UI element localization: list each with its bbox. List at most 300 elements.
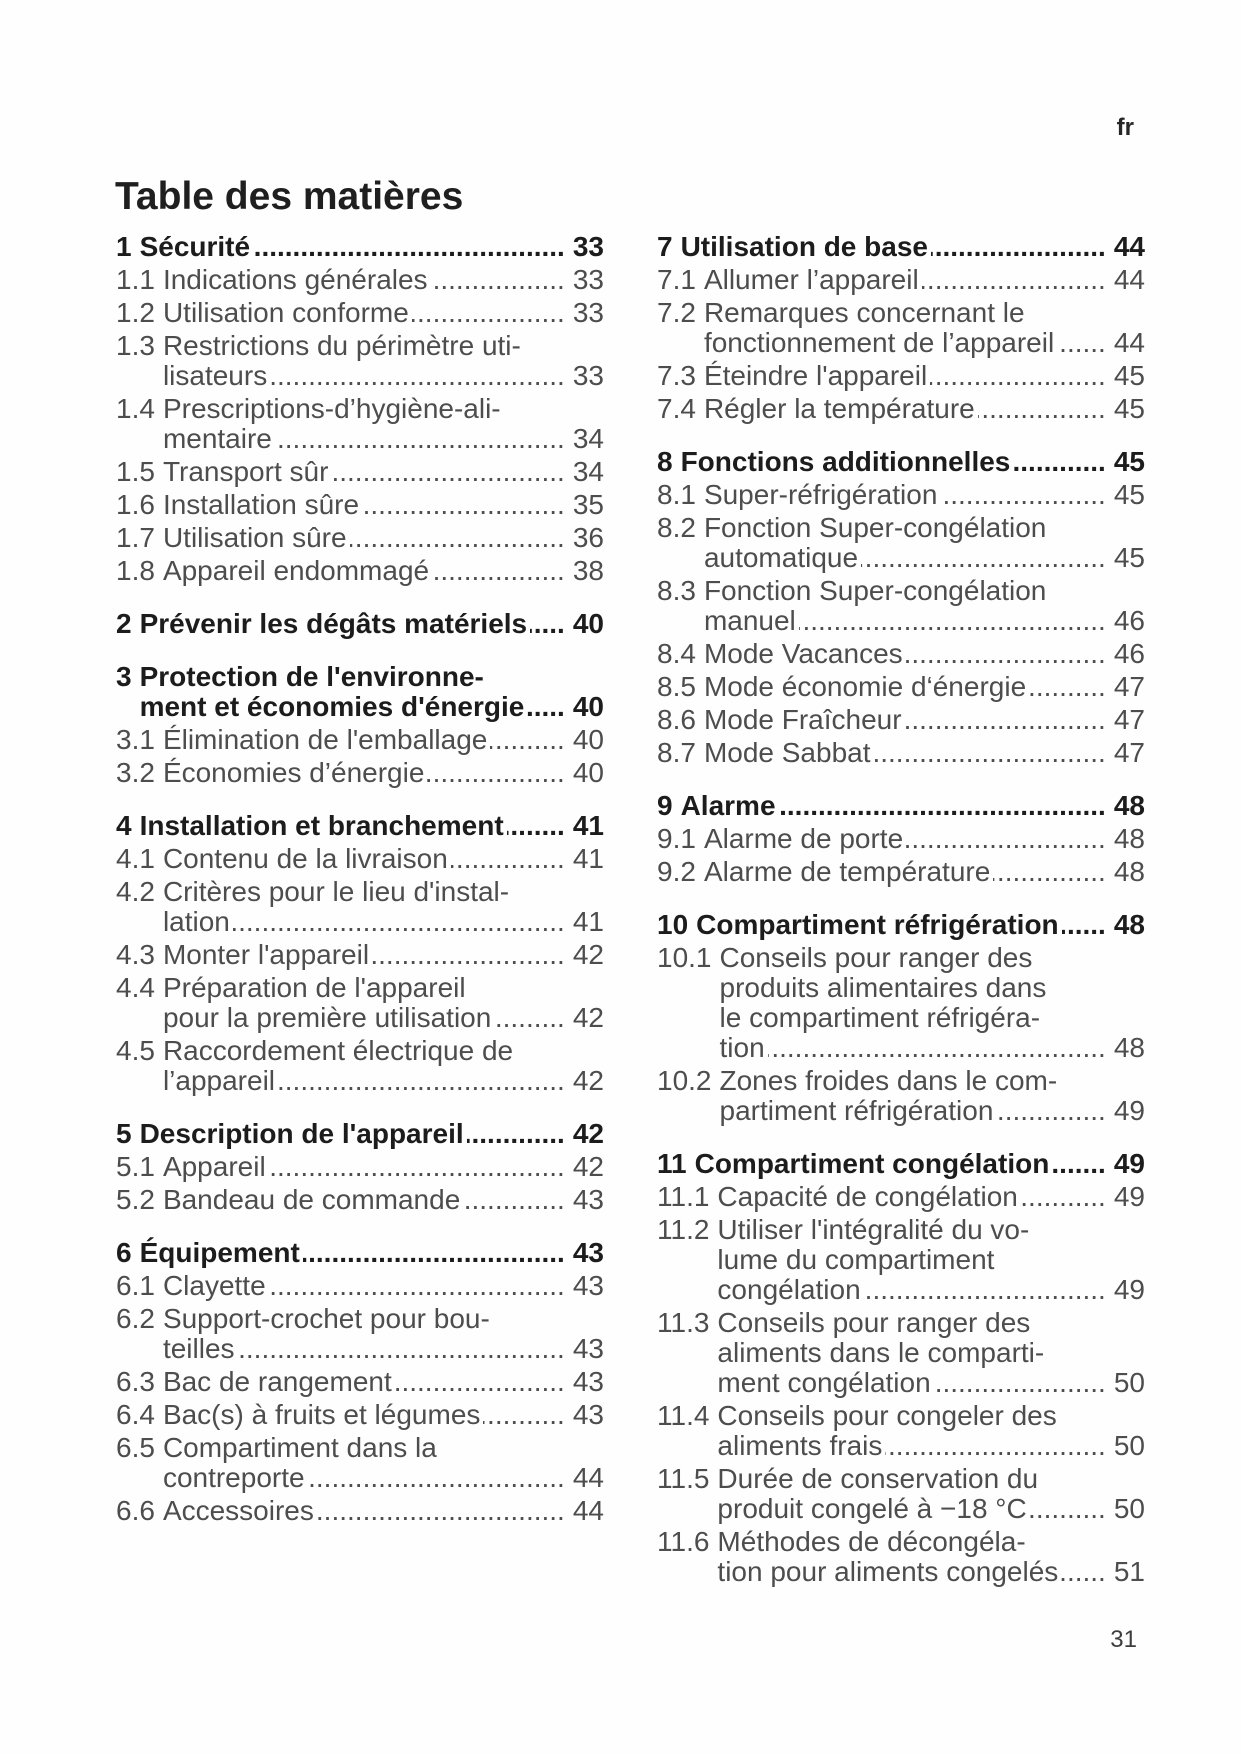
entry-text: [704, 857, 1145, 887]
entry-title: contreporte: [162, 1462, 305, 1493]
section-heading-text: [696, 910, 1145, 940]
page-reference: 48: [1113, 1032, 1145, 1063]
entry-line: [704, 857, 1145, 887]
entry-line: [140, 232, 604, 262]
entry-title: Capacité de congélation: [717, 1181, 1018, 1212]
page-reference: 41: [572, 906, 604, 937]
toc-entry: [116, 973, 604, 1033]
entry-number: 8.5: [657, 671, 696, 702]
toc-entry: [116, 394, 604, 454]
entry-line: [717, 1494, 1145, 1524]
page-reference: 44: [1113, 264, 1145, 295]
entry-line: [720, 1033, 1146, 1063]
entry-text: [717, 1215, 1145, 1305]
toc-section: [657, 1149, 1145, 1587]
entry-line: [163, 394, 604, 424]
toc-entry: [657, 1066, 1145, 1126]
toc-entry: [657, 1182, 1145, 1212]
section-number: 7: [657, 231, 673, 262]
page-reference: 43: [572, 1333, 604, 1364]
toc-entry: [657, 576, 1145, 636]
page-reference: 43: [572, 1184, 604, 1215]
entry-number: 1.2: [116, 297, 155, 328]
entry-line: [717, 1308, 1145, 1338]
toc-entry: [657, 672, 1145, 702]
entry-number: 4.5: [116, 1035, 155, 1066]
entry-line: [717, 1368, 1145, 1398]
dot-leader: [483, 1400, 564, 1430]
page-reference: 33: [572, 264, 604, 295]
entry-line: [720, 943, 1146, 973]
entry-line: [140, 609, 604, 639]
section-title: Protection de l'environne-: [139, 661, 484, 692]
section-title: Utilisation de base: [680, 231, 928, 262]
section-title: Alarme: [680, 790, 776, 821]
entry-line: [163, 298, 604, 328]
entry-number: 4.3: [116, 939, 155, 970]
dot-leader: [799, 606, 1106, 636]
toc-entry: [657, 361, 1145, 391]
entry-text: [704, 480, 1145, 510]
entry-title: aliments frais: [717, 1430, 883, 1461]
entry-title: Installation sûre: [162, 489, 360, 520]
page-reference: 45: [1113, 393, 1145, 424]
page-reference: 45: [1113, 479, 1145, 510]
entry-number: 11.3: [657, 1307, 710, 1338]
entry-line: [704, 824, 1145, 854]
section-heading: [116, 1119, 604, 1149]
dot-leader: [1057, 328, 1106, 358]
dot-leader: [467, 1119, 565, 1149]
entry-title: Durée de conservation du: [717, 1463, 1039, 1494]
toc-entry: [116, 265, 604, 295]
entry-text: [704, 639, 1145, 669]
toc-left-column: [116, 232, 604, 1526]
page-reference: 40: [572, 757, 604, 788]
page-reference: 33: [572, 360, 604, 391]
entry-text: [163, 331, 604, 391]
entry-line: [163, 1400, 604, 1430]
toc-section: [657, 791, 1145, 887]
entry-number: 1.5: [116, 456, 155, 487]
section-heading-text: [140, 1119, 604, 1149]
dot-leader: [1061, 1557, 1106, 1587]
dot-leader: [269, 1152, 565, 1182]
entry-text: [163, 1304, 604, 1364]
section-number: 5: [116, 1118, 132, 1149]
entry-title: le compartiment réfrigéra-: [719, 1002, 1041, 1033]
entry-number: 5.2: [116, 1184, 155, 1215]
entry-line: [704, 576, 1145, 606]
toc-entry: [657, 639, 1145, 669]
entry-text: [163, 298, 604, 328]
entry-line: [720, 1003, 1146, 1033]
section-heading: [657, 791, 1145, 821]
entry-text: [717, 1308, 1145, 1398]
entry-number: 6.3: [116, 1366, 155, 1397]
page-reference: 43: [572, 1237, 604, 1268]
entry-line: [163, 331, 604, 361]
entry-line: [717, 1182, 1145, 1212]
toc-entry: [657, 265, 1145, 295]
toc-entry: [657, 1215, 1145, 1305]
page-reference: 43: [572, 1270, 604, 1301]
entry-text: [163, 1152, 604, 1182]
dot-leader: [993, 857, 1106, 887]
dot-leader: [1021, 1182, 1106, 1212]
entry-title: tion pour aliments congelés: [717, 1556, 1059, 1587]
page-reference: 44: [572, 1462, 604, 1493]
entry-line: [704, 639, 1145, 669]
page-reference: 40: [572, 608, 604, 639]
entry-number: 4.2: [116, 876, 155, 907]
page-reference: 48: [1113, 823, 1145, 854]
toc-entry: [116, 844, 604, 874]
section-title: Prévenir les dégâts matériels: [139, 608, 528, 639]
page-reference: 49: [1113, 1148, 1145, 1179]
entry-number: 6.6: [116, 1495, 155, 1526]
entry-title: Préparation de l'appareil: [162, 972, 466, 1003]
section-heading: [116, 609, 604, 639]
dot-leader: [395, 1367, 565, 1397]
entry-line: [163, 424, 604, 454]
entry-line: [163, 877, 604, 907]
toc-entry: [657, 1401, 1145, 1461]
dot-leader: [530, 609, 565, 639]
entry-text: [163, 1185, 604, 1215]
entry-title: tion: [719, 1032, 765, 1063]
toc-section: [116, 811, 604, 1096]
entry-line: [704, 361, 1145, 391]
dot-leader: [494, 1003, 565, 1033]
dot-leader: [490, 725, 564, 755]
entry-line: [717, 1215, 1145, 1245]
entry-title: l’appareil: [162, 1065, 276, 1096]
page-title: Table des matières: [115, 175, 464, 218]
entry-title: Utiliser l'intégralité du vo-: [717, 1214, 1030, 1245]
entry-number: 1.4: [116, 393, 155, 424]
entry-number: 8.3: [657, 575, 696, 606]
toc-entry: [116, 457, 604, 487]
section-heading: [116, 232, 604, 262]
dot-leader: [317, 1496, 565, 1526]
entry-number: 1.7: [116, 522, 155, 553]
entry-text: [163, 457, 604, 487]
entry-line: [717, 1338, 1145, 1368]
entry-text: [704, 298, 1145, 358]
page-reference: 41: [572, 810, 604, 841]
entry-title: Conseils pour ranger des: [719, 942, 1033, 973]
entry-line: [695, 1149, 1145, 1179]
entry-title: Mode Fraîcheur: [703, 704, 902, 735]
toc-entry: [116, 877, 604, 937]
entry-text: [163, 1496, 604, 1526]
page-number: 31: [1110, 1626, 1137, 1653]
entry-line: [717, 1557, 1145, 1587]
entry-title: Prescriptions-d’hygiène-ali-: [162, 393, 501, 424]
section-number: 2: [116, 608, 132, 639]
entry-line: [163, 973, 604, 1003]
entry-text: [163, 844, 604, 874]
entry-text: [704, 824, 1145, 854]
page-reference: 40: [572, 691, 604, 722]
entry-line: [717, 1245, 1145, 1275]
entry-number: 3.2: [116, 757, 155, 788]
entry-number: 11.1: [657, 1181, 710, 1212]
entry-title: produits alimentaires dans: [719, 972, 1047, 1003]
section-title: ment et économies d'énergie: [139, 691, 525, 722]
entry-title: Indications générales: [162, 264, 428, 295]
toc-entry: [657, 1527, 1145, 1587]
toc-entry: [116, 1271, 604, 1301]
entry-title: mentaire: [162, 423, 272, 454]
dot-leader: [303, 1238, 565, 1268]
entry-line: [163, 1334, 604, 1364]
entry-line: [163, 265, 604, 295]
entry-title: produit congelé à −18 °C: [717, 1493, 1027, 1524]
dot-leader: [768, 1033, 1106, 1063]
page-reference: 49: [1113, 1274, 1145, 1305]
toc-section: [657, 447, 1145, 768]
entry-title: lume du compartiment: [717, 1244, 995, 1275]
entry-title: ment congélation: [717, 1367, 931, 1398]
page-reference: 45: [1113, 542, 1145, 573]
entry-number: 7.1: [657, 264, 696, 295]
entry-line: [163, 523, 604, 553]
dot-leader: [527, 692, 564, 722]
entry-line: [704, 480, 1145, 510]
section-heading-text: [140, 662, 604, 722]
page-reference: 42: [572, 1151, 604, 1182]
toc-entry: [116, 490, 604, 520]
entry-number: 9.1: [657, 823, 696, 854]
dot-leader: [233, 907, 565, 937]
toc-entry: [657, 943, 1145, 1063]
entry-title: Économies d’énergie: [162, 757, 425, 788]
entry-title: Remarques concernant le: [703, 297, 1025, 328]
section-number: 9: [657, 790, 673, 821]
toc-entry: [116, 758, 604, 788]
entry-number: 8.1: [657, 479, 696, 510]
page-reference: 48: [1113, 856, 1145, 887]
entry-line: [681, 791, 1145, 821]
entry-line: [163, 556, 604, 586]
section-heading-text: [140, 232, 604, 262]
entry-line: [163, 1003, 604, 1033]
toc-entry: [657, 705, 1145, 735]
entry-title: Éteindre l'appareil: [703, 360, 928, 391]
entry-line: [163, 361, 604, 391]
dot-leader: [463, 1185, 565, 1215]
entry-line: [163, 1066, 604, 1096]
section-heading: [657, 232, 1145, 262]
entry-number: 3.1: [116, 724, 155, 755]
entry-title: Alarme de porte: [703, 823, 904, 854]
dot-leader: [978, 394, 1106, 424]
section-heading: [116, 811, 604, 841]
dot-leader: [930, 361, 1106, 391]
page-reference: 42: [572, 1065, 604, 1096]
page-reference: 42: [572, 1118, 604, 1149]
entry-text: [163, 1271, 604, 1301]
entry-text: [163, 556, 604, 586]
page-reference: 44: [1113, 231, 1145, 262]
entry-title: Clayette: [162, 1270, 266, 1301]
entry-line: [140, 662, 604, 692]
section-heading: [116, 662, 604, 722]
section-heading-text: [681, 232, 1145, 262]
section-heading-text: [681, 447, 1145, 477]
entry-line: [696, 910, 1145, 940]
section-heading-text: [681, 791, 1145, 821]
entry-title: Support-crochet pour bou-: [162, 1303, 490, 1334]
entry-title: Régler la température: [703, 393, 975, 424]
entry-text: [163, 1400, 604, 1430]
entry-title: Monter l'appareil: [162, 939, 370, 970]
dot-leader: [996, 1096, 1105, 1126]
entry-line: [704, 606, 1145, 636]
page-reference: 38: [572, 555, 604, 586]
page-reference: 47: [1113, 704, 1145, 735]
dot-leader: [1062, 910, 1106, 940]
entry-number: 8.6: [657, 704, 696, 735]
toc-entry: [116, 1185, 604, 1215]
entry-text: [717, 1401, 1145, 1461]
entry-line: [717, 1431, 1145, 1461]
entry-title: Allumer l’appareil: [703, 264, 919, 295]
entry-title: Utilisation conforme: [162, 297, 409, 328]
toc-entry: [116, 298, 604, 328]
entry-title: Fonction Super-congélation: [703, 575, 1047, 606]
entry-title: Élimination de l'emballage: [162, 724, 488, 755]
dot-leader: [1030, 1494, 1106, 1524]
entry-title: Accessoires: [162, 1495, 314, 1526]
entry-line: [163, 725, 604, 755]
entry-line: [140, 692, 604, 722]
entry-line: [704, 265, 1145, 295]
entry-line: [717, 1464, 1145, 1494]
dot-leader: [275, 424, 565, 454]
dot-leader: [885, 1431, 1105, 1461]
toc-entry: [657, 394, 1145, 424]
page-reference: 44: [1113, 327, 1145, 358]
entry-title: Compartiment dans la: [162, 1432, 437, 1463]
entry-title: Bac de rangement: [162, 1366, 392, 1397]
dot-leader: [427, 758, 564, 788]
toc-section: [657, 910, 1145, 1126]
entry-text: [163, 758, 604, 788]
page-reference: 34: [572, 456, 604, 487]
entry-number: 11.5: [657, 1463, 710, 1494]
entry-text: [720, 943, 1146, 1063]
entry-line: [163, 1367, 604, 1397]
entry-title: Zones froides dans le com-: [719, 1065, 1058, 1096]
entry-title: Mode Vacances: [703, 638, 903, 669]
entry-line: [704, 298, 1145, 328]
entry-title: Méthodes de décongéla-: [717, 1526, 1026, 1557]
entry-title: Mode économie d‘énergie: [703, 671, 1027, 702]
section-number: 3: [116, 661, 132, 692]
entry-text: [704, 394, 1145, 424]
toc-entry: [657, 1308, 1145, 1398]
section-heading-text: [140, 811, 604, 841]
toc-entry: [657, 824, 1145, 854]
entry-text: [717, 1464, 1145, 1524]
dot-leader: [308, 1463, 565, 1493]
toc-entry: [116, 331, 604, 391]
page-reference: 40: [572, 724, 604, 755]
section-number: 10: [657, 909, 689, 940]
entry-number: 6.5: [116, 1432, 155, 1463]
page-reference: 35: [572, 489, 604, 520]
page-reference: 42: [572, 939, 604, 970]
entry-text: [163, 1036, 604, 1096]
toc-right-column: [657, 232, 1145, 1587]
dot-leader: [906, 824, 1106, 854]
dot-leader: [253, 232, 565, 262]
section-number: 11: [657, 1148, 687, 1179]
section-title: Description de l'appareil: [139, 1118, 464, 1149]
toc-section: [116, 609, 604, 639]
entry-number: 1.8: [116, 555, 155, 586]
entry-number: 8.2: [657, 512, 696, 543]
page-reference: 51: [1113, 1556, 1145, 1587]
entry-line: [704, 543, 1145, 573]
entry-line: [717, 1401, 1145, 1431]
entry-number: 8.4: [657, 638, 696, 669]
entry-number: 9.2: [657, 856, 696, 887]
toc-entry: [116, 1304, 604, 1364]
entry-text: [163, 973, 604, 1033]
entry-text: [704, 265, 1145, 295]
entry-text: [163, 940, 604, 970]
entry-text: [704, 513, 1145, 573]
section-number: 1: [116, 231, 132, 262]
entry-text: [163, 523, 604, 553]
page-reference: 45: [1113, 446, 1145, 477]
toc-entry: [116, 1433, 604, 1493]
entry-line: [704, 394, 1145, 424]
entry-title: congélation: [717, 1274, 861, 1305]
section-heading: [657, 447, 1145, 477]
toc-entry: [657, 738, 1145, 768]
entry-number: 4.1: [116, 843, 155, 874]
page-reference: 44: [572, 1495, 604, 1526]
entry-line: [720, 973, 1146, 1003]
entry-title: aliments dans le comparti-: [717, 1337, 1045, 1368]
entry-line: [704, 672, 1145, 702]
entry-number: 11.4: [657, 1400, 710, 1431]
dot-leader: [1052, 1149, 1106, 1179]
entry-line: [704, 513, 1145, 543]
entry-title: Appareil endommagé: [162, 555, 430, 586]
entry-text: [717, 1182, 1145, 1212]
dot-leader: [451, 844, 565, 874]
entry-number: 6.2: [116, 1303, 155, 1334]
entry-line: [720, 1096, 1146, 1126]
entry-title: teilles: [162, 1333, 235, 1364]
dot-leader: [350, 523, 565, 553]
dot-leader: [372, 940, 565, 970]
dot-leader: [864, 1275, 1106, 1305]
section-title: Sécurité: [139, 231, 251, 262]
entry-number: 10.2: [657, 1065, 712, 1096]
section-number: 8: [657, 446, 673, 477]
dot-leader: [431, 265, 565, 295]
page-reference: 50: [1113, 1367, 1145, 1398]
section-title: Équipement: [139, 1237, 300, 1268]
toc-section: [116, 1119, 604, 1215]
